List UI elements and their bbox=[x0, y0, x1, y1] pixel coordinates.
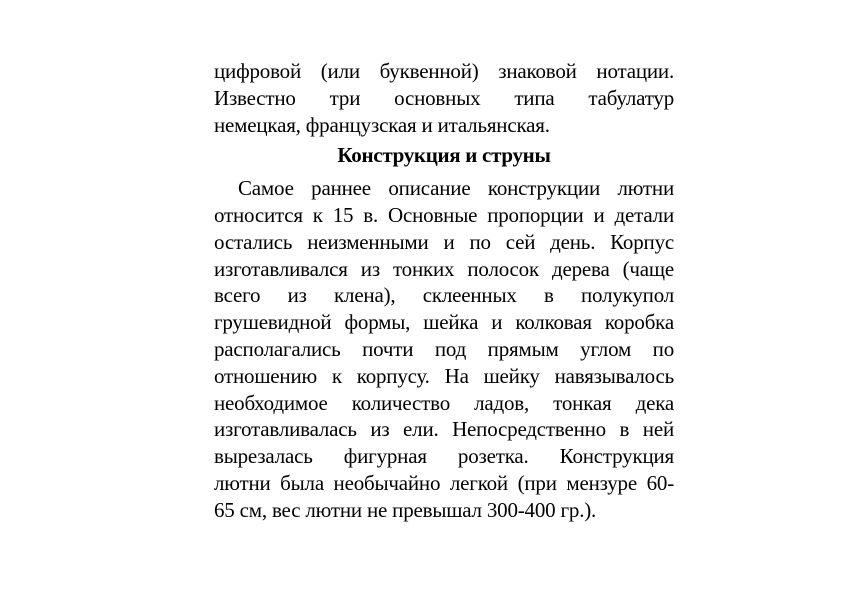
body-paragraph bbox=[214, 175, 674, 523]
text-line: цифровой (или буквенной) знаковой нотации. bbox=[214, 59, 674, 83]
text-column bbox=[214, 58, 674, 524]
continuation-paragraph bbox=[214, 58, 674, 138]
text-line: вырезалась фигурная розетка. Конструкция bbox=[214, 444, 674, 469]
text-line: необходимое количество ладов, тонкая дека bbox=[214, 390, 674, 415]
text-line: немецкая, французская и итальянская. bbox=[214, 112, 550, 137]
section-heading: Конструкция и струны bbox=[337, 143, 551, 168]
text-line: лютни была необычайно легкой (при мензуре 60- bbox=[214, 470, 674, 495]
text-line: 65 см, вес лютни не превышал 300-400 гр.). bbox=[214, 497, 597, 522]
text-line: относится к 15 в. Основные пропорции и детали bbox=[214, 202, 674, 227]
text-line: изготавливался из тонких полосок дерева (чаще bbox=[214, 256, 674, 281]
text-line: грушевидной формы, шейка и колковая коробка bbox=[214, 310, 674, 335]
text-line: всего из клена), склеенных в полукупол bbox=[214, 283, 674, 308]
text-line: Самое раннее описание конструкции лютни bbox=[238, 176, 674, 201]
text-line: изготавливалась из ели. Непосредственно в ней bbox=[214, 417, 674, 442]
text-line: отношению к корпусу. На шейку навязывалось bbox=[214, 363, 674, 388]
text-line: Известно три основных типа табулатур bbox=[214, 85, 674, 110]
text-line: располагались почти под прямым углом по bbox=[214, 336, 674, 361]
text-line: остались неизменными и по сей день. Корпус bbox=[214, 229, 674, 254]
